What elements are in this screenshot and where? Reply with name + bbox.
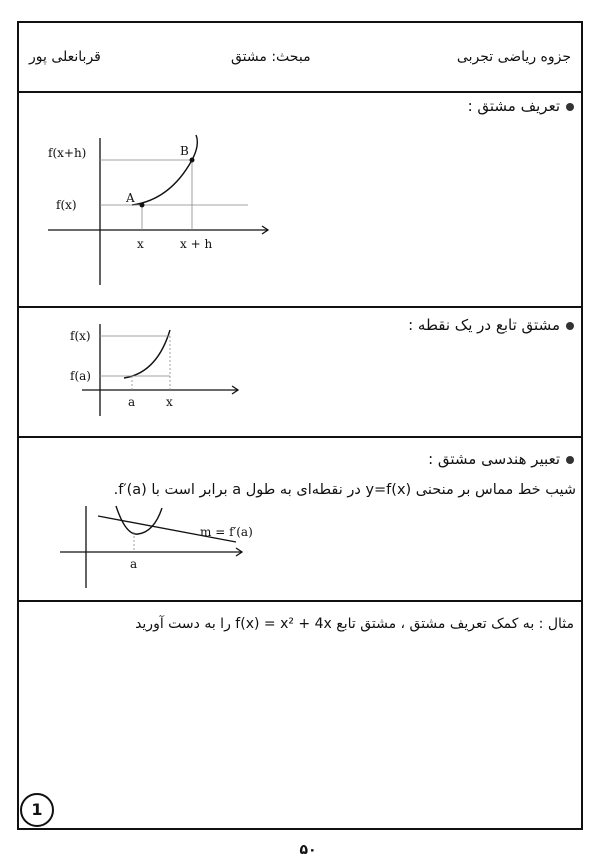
- geometric-title: تعبیر هندسی مشتق :: [428, 450, 574, 468]
- label-a: a: [130, 557, 138, 571]
- page-number: ۵۰: [299, 842, 317, 858]
- label-fa: f(a): [70, 369, 91, 383]
- author-name: قربانعلی پور: [29, 49, 101, 65]
- example-text: مثال : به کمک تعریف مشتق ، مشتق تابع f(x) = x² + 4x را به دست آورید: [135, 616, 574, 632]
- topic-title: مبحث: مشتق: [231, 49, 311, 65]
- label-fx: f(x): [56, 198, 77, 212]
- page-circle-number: 1: [20, 793, 54, 827]
- label-a: a: [128, 395, 136, 409]
- geometric-statement: شیب خط مماس بر منحنی y=f(x) در نقطه‌ای به طول a برابر است با f′(a).: [113, 482, 576, 498]
- divider-1: [17, 306, 583, 308]
- label-B: B: [180, 144, 189, 158]
- definition-graph: [40, 110, 280, 290]
- divider-2: [17, 436, 583, 438]
- at-point-title: مشتق تابع در یک نقطه :: [408, 316, 574, 334]
- label-A: A: [126, 191, 135, 205]
- at-point-graph: [62, 318, 262, 426]
- booklet-title: جزوه ریاضی تجربی: [456, 49, 571, 65]
- label-x: x: [166, 395, 173, 409]
- geometric-graph: [56, 498, 266, 592]
- label-fxh: f(x+h): [48, 146, 87, 160]
- bullet-icon: [566, 322, 574, 330]
- bullet-icon: [566, 103, 574, 111]
- bullet-icon: [566, 456, 574, 464]
- curve: [124, 330, 170, 378]
- label-xh: x + h: [180, 237, 213, 251]
- definition-title: تعریف مشتق :: [468, 97, 574, 115]
- header: [17, 21, 583, 93]
- label-m: m = f′(a): [200, 525, 253, 539]
- label-x: x: [137, 237, 144, 251]
- label-fx: f(x): [70, 329, 91, 343]
- divider-3: [17, 600, 583, 602]
